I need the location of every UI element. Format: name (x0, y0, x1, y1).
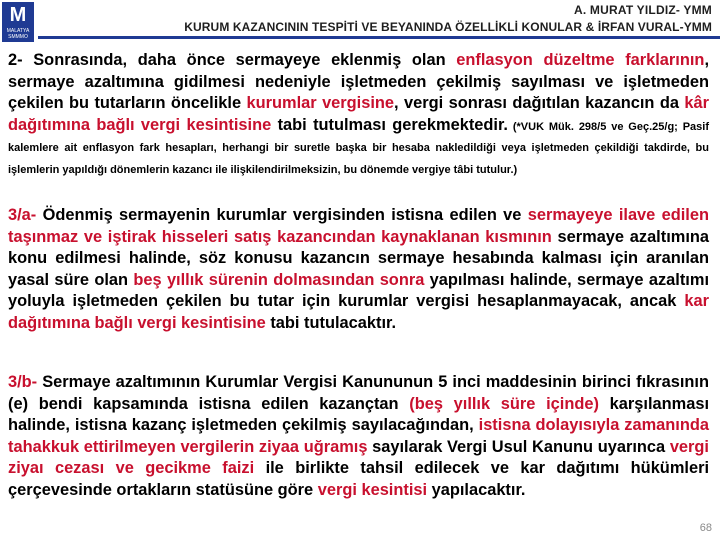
p3-text: karşılanması halinde, istisna kazanç işletmeden çekilmiş sayılacağından, (8, 394, 709, 435)
p2-highlight: kar dağıtımına bağlı vergi kesintisine (8, 292, 709, 332)
p3-highlight: vergi kesintisi (317, 480, 428, 499)
logo-subtext: MALATYA SMMMO (6, 28, 30, 40)
p3-label: 3/b- (8, 373, 38, 391)
p2-text: tabi tutulacaktır. (265, 313, 397, 332)
p1-highlight: enflasyon düzeltme farklarının (456, 51, 705, 69)
header-author: A. MURAT YILDIZ- YMM (574, 3, 712, 17)
p1-note: Pasif kalemlere ait enflasyon fark hesapları, herhangi bir suretle başka bir hesaba nakledildiği veya işletmeden çekildiği takdirde, bu işlemlerin yapıldığı dönemlerin kazancı ile ilişkilendirilmeksizin, bu dönemde vergiye tâbi tutulur.) (8, 120, 709, 176)
logo-letter: M (9, 4, 27, 26)
header-subtitle: KURUM KAZANCININ TESPİTİ VE BEYANINDA ÖZELLİKLİ KONULAR & İRFAN VURAL-YMM (184, 20, 712, 34)
p3-highlight: istisna dolayısıyla zamanında tahakkuk ettirilmeyen vergilerin ziyaa uğramış (8, 416, 709, 456)
p2-text: sermaye azaltımına konu edilmesi halinde, söz konusu kazancın sermaye hesabında kalması için aranılan yasal süre olan (8, 227, 709, 289)
paragraph-3b (8, 372, 709, 502)
p2-text: yapılması halinde, sermaye azaltımı yoluyla işletmeden çekilen bu tutar için kurumlar vergisi hesaplanmayacak, ancak (8, 270, 709, 311)
p2-highlight: beş yıllık sürenin dolmasından sonra (133, 270, 425, 289)
p1-note-ref: (*VUK Mük. 298/5 ve Geç.25/g; (508, 120, 678, 133)
p1-text: 2- Sonrasında, daha önce sermayeye eklenmiş olan (8, 51, 457, 69)
p3-highlight: vergi ziyaı cezası ve gecikme faizi (8, 437, 709, 478)
p1-text: , sermaye azaltımına gidilmesi nedeniyle işletmeden çekilmiş sayılması ve işletmeden çekilen bu tutarların öncelikle (8, 51, 710, 113)
p3-text: ile birlikte tahsil edilecek ve kar dağıtımı hükümleri çerçevesinde ortakların statüsüne göre (8, 459, 709, 499)
p3-text: sayılarak Vergi Usul Kanunu uyarınca (367, 437, 670, 456)
page-number: 68 (699, 522, 712, 534)
p2-highlight: sermayeye ilave edilen taşınmaz ve iştirak hisseleri satış kazancından kaynaklanan kısmının (8, 206, 709, 246)
p1-highlight: kurumlar vergisine (246, 94, 395, 113)
p3-text: yapılacaktır. (427, 480, 526, 499)
p3-highlight: (beş yıllık süre içinde) (409, 394, 599, 413)
p2-text: Ödenmiş sermayenin kurumlar vergisinden istisna edilen ve (36, 206, 528, 224)
header-rule (38, 36, 720, 39)
p3-text: Sermaye azaltımının Kurumlar Vergisi Kanununun 5 inci maddesinin birinci fıkrasının (e) bendi kapsamında istisna edilen kazançtan (8, 373, 709, 413)
paragraph-2 (8, 50, 709, 180)
p1-highlight: kâr dağıtımına bağlı vergi kesintisine (8, 94, 710, 134)
p1-text: , vergi sonrası dağıtılan kazancın da (394, 94, 685, 113)
logo (2, 2, 34, 42)
paragraph-3a (8, 205, 709, 335)
p2-label: 3/a- (8, 206, 37, 224)
p1-text: tabi tutulması gerekmektedir. (271, 115, 508, 134)
